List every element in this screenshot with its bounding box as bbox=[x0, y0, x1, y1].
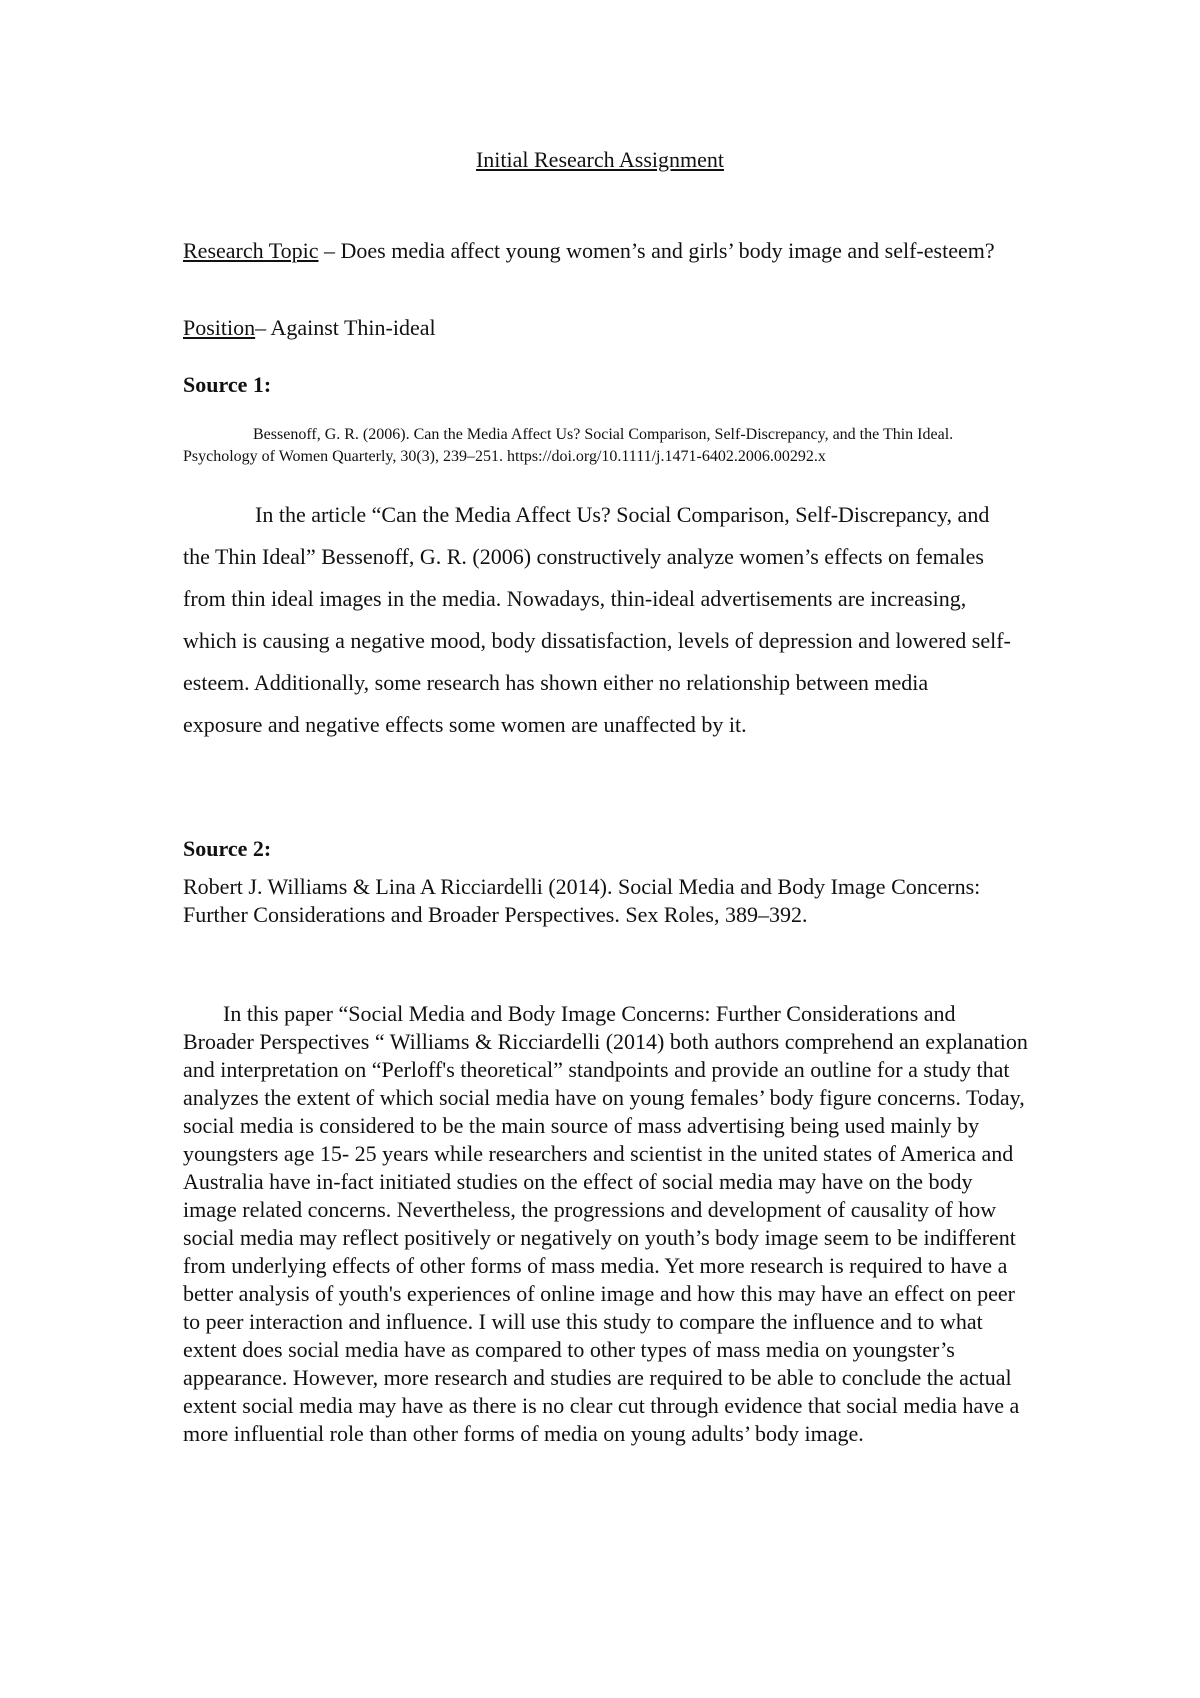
position-text: – Against Thin-ideal bbox=[255, 315, 436, 340]
research-topic-text: – Does media affect young women’s and girls’ body image and self-esteem? bbox=[318, 238, 995, 263]
position-line bbox=[183, 313, 436, 343]
position-label: Position bbox=[183, 315, 256, 340]
source-1-heading: Source 1: bbox=[183, 372, 272, 397]
document-title: Initial Research Assignment bbox=[475, 147, 725, 172]
research-topic-label: Research Topic bbox=[183, 238, 319, 263]
source-1-paragraph: In the article “Can the Media Affect Us? Social Comparison, Self-Discrepancy, and the Thin Ideal” Bessenoff, G. R. (2006) constructively analyze women’s effects on females from thin ideal images in the media. Nowadays, thin-ideal advertisements are increasing, which is causing a negative mood, body dissatisfaction, levels of depression and lowered self-esteem. Additionally, some research has shown either no relationship between media exposure and negative effects some women are unaffected by it. bbox=[183, 502, 1011, 737]
source-2-citation: Robert J. Williams & Lina A Ricciardelli (2014). Social Media and Body Image Concerns: Further Considerations and Broader Perspectives. Sex Roles, 389–392. bbox=[183, 874, 981, 927]
research-topic bbox=[183, 230, 1013, 272]
source-1-citation: Bessenoff, G. R. (2006). Can the Media Affect Us? Social Comparison, Self-Discrepancy, and the Thin Ideal. Psychology of Women Quarterly, 30(3), 239–251. https://doi.org/10.1111/j.1471-6402.2006.00292.x bbox=[183, 426, 954, 465]
source-2-heading: Source 2: bbox=[183, 836, 272, 861]
source-2-paragraph: In this paper “Social Media and Body Image Concerns: Further Considerations and Broader Perspectives “ Williams & Ricciardelli (2014) both authors comprehend an explanation and interpretation on “Perloff's theoretical” standpoints and provide an outline for a study that analyzes the extent of which social media have on young females’ body figure concerns. Today, social media is considered to be the main source of mass advertising being used mainly by youngsters age 15- 25 years while researchers and scientist in the united states of America and Australia have in-fact initiated studies on the effect of social media may have on the body image related concerns. Nevertheless, the progressions and development of causality of how social media may reflect positively or negatively on youth’s body image seem to be indifferent from underlying effects of other forms of mass media. Yet more research is required to have a better analysis of youth's experiences of online image and how this may have an effect on peer to peer interaction and influence. I will use this study to compare the influence and to what extent does social media have as compared to other types of mass media on youngster’s appearance. However, more research and studies are required to be able to conclude the actual extent social media may have as there is no clear cut through evidence that social media have a more influential role than other forms of media on young adults’ body image. bbox=[183, 1001, 1028, 1446]
